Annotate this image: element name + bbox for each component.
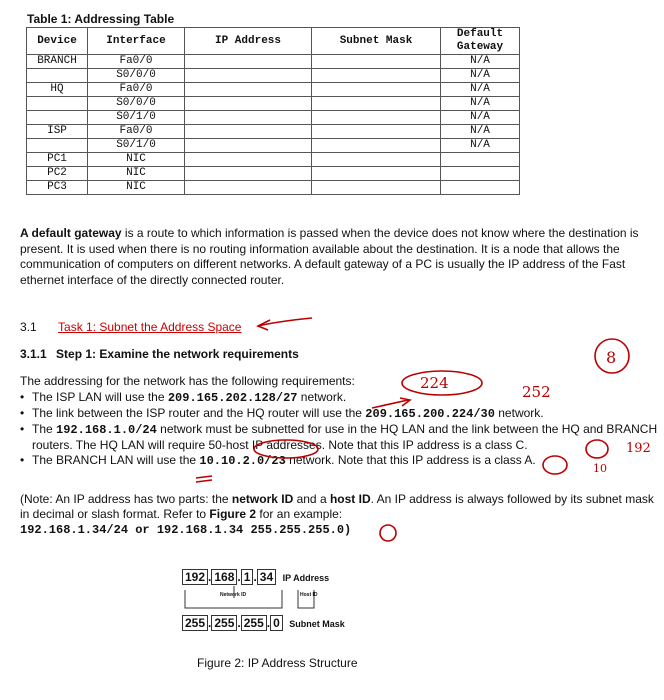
table-cell: N/A <box>441 111 520 125</box>
note-192: 192 <box>626 441 651 456</box>
mask-octet: 255 <box>211 615 237 631</box>
ip-address-label: IP Address <box>282 573 330 583</box>
table-cell: NIC <box>88 181 185 195</box>
table-cell: N/A <box>441 139 520 153</box>
note-224: 224 <box>420 374 449 392</box>
table-cell: N/A <box>441 125 520 139</box>
col-ip-address: IP Address <box>185 28 312 55</box>
table-cell: PC1 <box>27 153 88 167</box>
table-cell: S0/1/0 <box>88 111 185 125</box>
note-8: 8 <box>606 348 617 367</box>
network-id-label: Network ID <box>220 592 247 598</box>
col-subnet-mask: Subnet Mask <box>312 28 441 55</box>
section-title-link[interactable]: Task 1: Subnet the Address Space <box>58 320 242 334</box>
table-cell: N/A <box>441 69 520 83</box>
table-cell: N/A <box>441 55 520 69</box>
list-item: • The 192.168.1.0/24 network must be subnetted for use in the HQ LAN and the link between the HQ and BRANCH routers. The HQ LAN will require 50-host IP addresses. Note that this IP address is a class C. <box>20 422 660 453</box>
note-10: 10 <box>593 462 607 475</box>
mask-octet: 0 <box>270 615 283 631</box>
subsection-title: Step 1: Examine the network requirements <box>56 347 299 361</box>
table-cell: NIC <box>88 153 185 167</box>
table-cell: S0/0/0 <box>88 97 185 111</box>
note-252: 252 <box>522 383 551 401</box>
ip-structure-figure <box>182 568 382 632</box>
ip-octet: 192 <box>182 569 208 585</box>
table-cell: Fa0/0 <box>88 55 185 69</box>
figure-caption: Figure 2: IP Address Structure <box>197 656 358 670</box>
table-cell: HQ <box>27 83 88 97</box>
id-bracket <box>182 586 382 614</box>
table-cell: PC2 <box>27 167 88 181</box>
col-interface: Interface <box>88 28 185 55</box>
table-cell: PC3 <box>27 181 88 195</box>
table-cell: ISP <box>27 125 88 139</box>
table-cell: N/A <box>441 83 520 97</box>
subnet-mask-label: Subnet Mask <box>289 619 345 629</box>
table-caption: Table 1: Addressing Table <box>27 12 175 26</box>
subsection-number: 3.1.1 <box>20 347 47 361</box>
table-cell: S0/1/0 <box>88 139 185 153</box>
mask-octet: 255 <box>241 615 267 631</box>
note-paragraph: (Note: An IP address has two parts: the network ID and a host ID. An IP address is always followed by its subnet mask in decimal or slash format. Refer to Figure 2 for an example: 192.168.1.34/24 or 192.168.1.34 255.255.255.0) <box>20 492 654 537</box>
subnet-mask-row: 255 . 255 . 255 . 0 Subnet Mask <box>182 614 382 632</box>
table-cell: Fa0/0 <box>88 83 185 97</box>
list-item: • The BRANCH LAN will use the 10.10.2.0/23 network. Note that this IP address is a class A. <box>20 453 660 469</box>
host-id-label: Host ID <box>300 592 318 598</box>
section-number: 3.1 <box>20 320 37 334</box>
table-cell: BRANCH <box>27 55 88 69</box>
col-device: Device <box>27 28 88 55</box>
requirements-intro: The addressing for the network has the following requirements: <box>20 374 355 388</box>
ip-octet: 168 <box>211 569 237 585</box>
ip-address-row: 192 . 168 . 1 . 34 IP Address <box>182 568 382 586</box>
example-address: 192.168.1.34/24 or 192.168.1.34 255.255.255.0) <box>20 523 352 537</box>
ip-octet: 1 <box>241 569 254 585</box>
table-cell: NIC <box>88 167 185 181</box>
mask-octet: 255 <box>182 615 208 631</box>
gateway-definition: is a route to which information is passed when the device does not know where the destination is present. It is used when there is no routing information available about the destination. It is a node that allows the communication of computers on different networks. A default gateway of a PC is usually the IP address of the Fast ethernet interface of the directly connected router. <box>20 226 639 287</box>
col-default-gateway: Default Gateway <box>441 28 520 55</box>
table-cell: N/A <box>441 97 520 111</box>
list-item: • The ISP LAN will use the 209.165.202.128/27 network. <box>20 390 660 406</box>
table-cell: S0/0/0 <box>88 69 185 83</box>
ip-octet: 34 <box>257 569 276 585</box>
table-cell: Fa0/0 <box>88 125 185 139</box>
gateway-term: A default gateway <box>20 226 122 240</box>
list-item: • The link between the ISP router and the HQ router will use the 209.165.200.224/30 network. <box>20 406 660 422</box>
